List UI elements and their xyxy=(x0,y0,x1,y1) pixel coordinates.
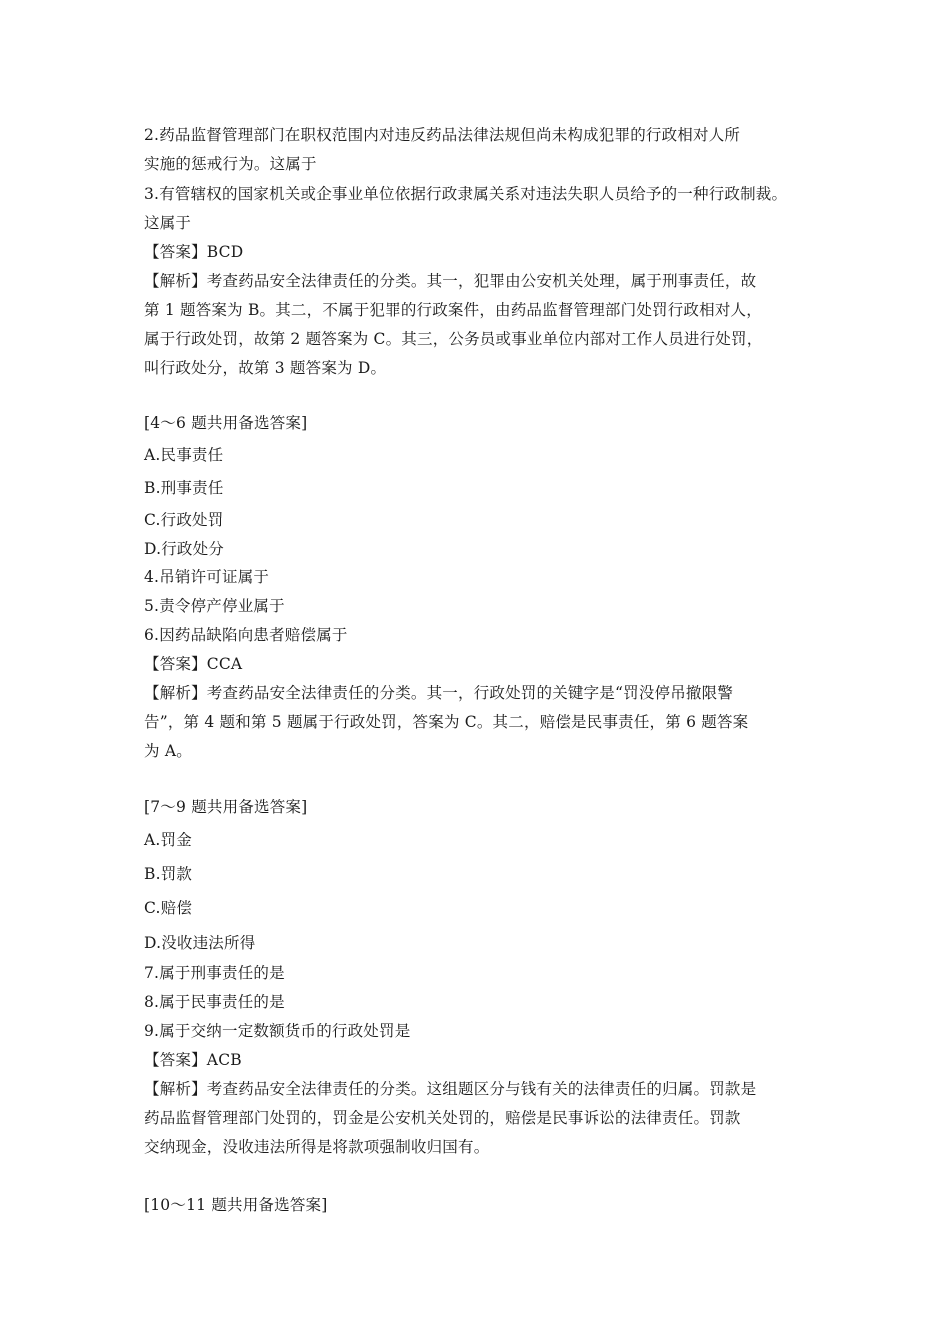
question-3-line-1: 3.有管辖权的国家机关或企事业单位依据行政隶属关系对违法失职人员给予的一种行政制裁。 xyxy=(144,185,788,203)
analysis-1-3-line-3: 属于行政处罚，故第 2 题答案为 C。其三，公务员或事业单位内部对工作人员进行处罚， xyxy=(144,330,763,348)
analysis-4-6-line-2: 告”，第 4 题和第 5 题属于行政处罚，答案为 C。其二，赔偿是民事责任，第 6 题答案 xyxy=(144,713,749,731)
analysis-4-6-line-1: 【解析】考查药品安全法律责任的分类。其一，行政处罚的关键字是“罚没停吊撤限警 xyxy=(144,684,734,702)
question-3-line-2: 这属于 xyxy=(144,214,192,232)
option-b-7-9: B.罚款 xyxy=(144,865,193,883)
analysis-1-3-line-2: 第 1 题答案为 B。其二，不属于犯罪的行政案件，由药品监督管理部门处罚行政相对人， xyxy=(144,301,762,319)
question-8: 8.属于民事责任的是 xyxy=(144,993,285,1011)
answer-1-3: 【答案】BCD xyxy=(144,243,244,261)
option-d-4-6: D.行政处分 xyxy=(144,540,225,558)
group-header-4-6: [4～6 题共用备选答案] xyxy=(144,414,308,432)
group-header-7-9: [7～9 题共用备选答案] xyxy=(144,798,308,816)
analysis-4-6-line-3: 为 A。 xyxy=(144,742,192,760)
analysis-7-9-line-1: 【解析】考查药品安全法律责任的分类。这组题区分与钱有关的法律责任的归属。罚款是 xyxy=(144,1080,757,1098)
analysis-1-3-line-1: 【解析】考查药品安全法律责任的分类。其一，犯罪由公安机关处理，属于刑事责任，故 xyxy=(144,272,757,290)
option-a-4-6: A.民事责任 xyxy=(144,446,224,464)
analysis-7-9-line-3: 交纳现金，没收违法所得是将款项强制收归国有。 xyxy=(144,1138,490,1156)
question-2-line-2: 实施的惩戒行为。这属于 xyxy=(144,155,317,173)
option-d-7-9: D.没收违法所得 xyxy=(144,934,256,952)
question-9: 9.属于交纳一定数额货币的行政处罚是 xyxy=(144,1022,411,1040)
question-5: 5.责令停产停业属于 xyxy=(144,597,285,615)
analysis-1-3-line-4: 叫行政处分，故第 3 题答案为 D。 xyxy=(144,359,387,377)
answer-7-9: 【答案】ACB xyxy=(144,1051,242,1069)
group-header-10-11: [10～11 题共用备选答案] xyxy=(144,1196,328,1214)
question-7: 7.属于刑事责任的是 xyxy=(144,964,285,982)
answer-4-6: 【答案】CCA xyxy=(144,655,243,673)
question-6: 6.因药品缺陷向患者赔偿属于 xyxy=(144,626,348,644)
analysis-7-9-line-2: 药品监督管理部门处罚的，罚金是公安机关处罚的，赔偿是民事诉讼的法律责任。罚款 xyxy=(144,1109,741,1127)
option-c-7-9: C.赔偿 xyxy=(144,899,193,917)
option-a-7-9: A.罚金 xyxy=(144,831,192,849)
question-2-line-1: 2.药品监督管理部门在职权范围内对违反药品法律法规但尚未构成犯罪的行政相对人所 xyxy=(144,126,741,144)
option-b-4-6: B.刑事责任 xyxy=(144,479,224,497)
option-c-4-6: C.行政处罚 xyxy=(144,511,224,529)
question-4: 4.吊销许可证属于 xyxy=(144,568,270,586)
